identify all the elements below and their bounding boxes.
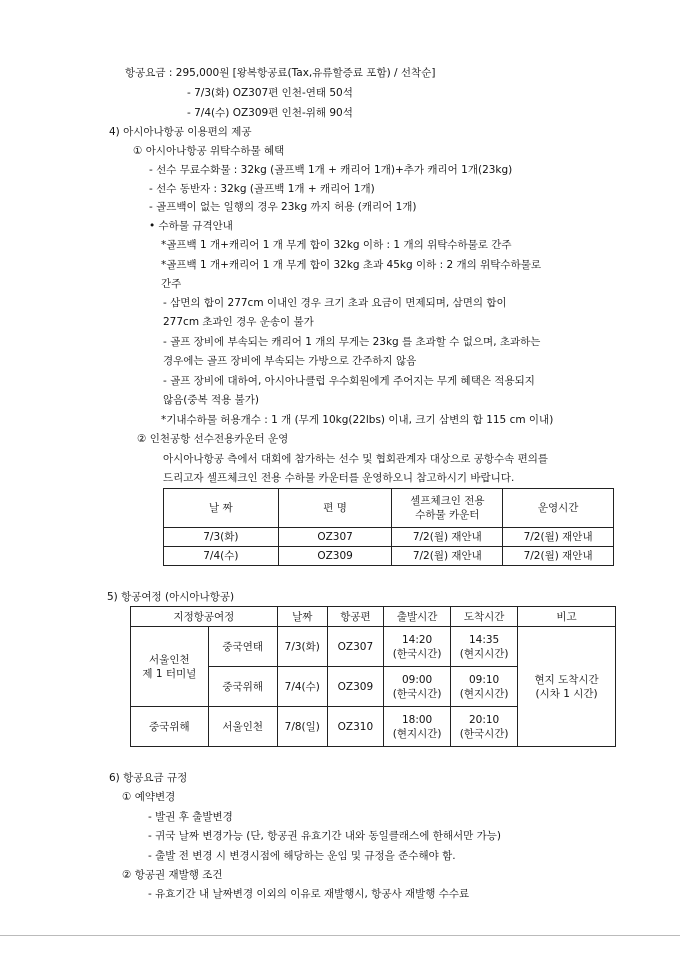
baggage-rule: *골프백 1 개+캐리어 1 개 무게 합이 32kg 초과 45kg 이하 : 2 개의 위탁수하물로: [161, 259, 541, 271]
cell-date: 7/4(수): [277, 667, 327, 707]
header-flight: 편 명: [278, 489, 392, 528]
page-divider: [0, 935, 680, 936]
cell-departure: 09:00 (한국시간): [384, 667, 451, 707]
header-counter: 셀프체크인 전용 수하물 카운터: [392, 489, 503, 528]
cell-flight: OZ310: [327, 707, 383, 747]
header-date: 날 짜: [164, 489, 279, 528]
cell-departure: 14:20 (한국시간): [384, 627, 451, 667]
section-5-heading: 5) 항공여정 (아시아나항공): [107, 591, 235, 603]
baggage-rule: 277cm 초과인 경우 운송이 불가: [163, 316, 314, 328]
cell-flight: OZ309: [327, 667, 383, 707]
header-date: 날짜: [277, 607, 327, 627]
baggage-rule: *기내수하물 허용개수 : 1 개 (무게 10kg(22lbs) 이내, 크기 삼변의 합 115 cm 이내): [161, 414, 554, 426]
header-flight: 항공편: [327, 607, 383, 627]
cell-destination: 중국연태: [208, 627, 277, 667]
counter-paragraph: 아시아나항공 측에서 대회에 참가하는 선수 및 협회관계자 대상으로 공항수속 편의를: [163, 453, 549, 465]
reissue-subheading: ② 항공권 재발행 조건: [122, 869, 223, 881]
cell-arrival: 09:10 (현지시간): [451, 667, 518, 707]
cell-flight: OZ307: [278, 528, 392, 547]
fare-flight-2: - 7/4(수) OZ309편 인천-위해 90석: [187, 107, 353, 119]
cell-date: 7/8(일): [277, 707, 327, 747]
rule-item: - 발권 후 출발변경: [148, 811, 233, 823]
counter-paragraph: 드리고자 셀프체크인 전용 수하물 카운터를 운영하오니 참고하시기 바랍니다.: [163, 472, 515, 484]
header-departure: 출발시간: [384, 607, 451, 627]
cell-date: 7/3(화): [277, 627, 327, 667]
header-hours: 운영시간: [503, 489, 614, 528]
table-header-row: [131, 607, 616, 627]
header-itinerary: 지정항공여정: [131, 607, 278, 627]
baggage-item: - 선수 무료수화물 : 32kg (골프백 1개 + 캐리어 1개)+추가 캐리어 1개(23kg): [149, 164, 513, 176]
baggage-benefit-subheading: ① 아시아나항공 위탁수하물 혜택: [133, 145, 285, 157]
table-row: [164, 547, 614, 566]
baggage-spec-bullet: • 수하물 규격안내: [149, 220, 233, 232]
rule-item: - 출발 전 변경 시 변경시점에 해당하는 운임 및 규정을 준수해야 함.: [148, 850, 456, 862]
cell-date: 7/4(수): [164, 547, 279, 566]
rule-item: - 유효기간 내 날짜변경 이외의 이유로 재발행시, 항공사 재발행 수수료: [148, 888, 470, 900]
section-4-heading: 4) 아시아나항공 이용편의 제공: [109, 126, 252, 138]
itinerary-table: [130, 606, 616, 747]
cell-counter: 7/2(월) 재안내: [392, 528, 503, 547]
table-row: [164, 528, 614, 547]
cell-remarks: 현지 도착시간 (시차 1 시간): [518, 627, 616, 747]
cell-arrival: 20:10 (한국시간): [451, 707, 518, 747]
cell-counter: 7/2(월) 재안내: [392, 547, 503, 566]
baggage-rule: 간주: [161, 278, 182, 290]
cell-arrival: 14:35 (현지시간): [451, 627, 518, 667]
baggage-rule: *골프백 1 개+캐리어 1 개 무게 합이 32kg 이하 : 1 개의 위탁수하물로 간주: [161, 239, 512, 251]
reservation-change-subheading: ① 예약변경: [122, 791, 176, 803]
table-row: [131, 627, 616, 667]
cell-flight: OZ309: [278, 547, 392, 566]
baggage-rule: 않음(중복 적용 불가): [163, 394, 260, 406]
rule-item: - 귀국 날짜 변경가능 (단, 항공권 유효기간 내와 동일클래스에 한해서만 가능): [148, 830, 501, 842]
cell-origin: 서울인천 제 1 터미널: [131, 627, 209, 707]
section-6-heading: 6) 항공요금 규정: [109, 772, 188, 784]
cell-hours: 7/2(월) 재안내: [503, 528, 614, 547]
baggage-rule: - 삼면의 합이 277cm 이내인 경우 크기 초과 요금이 면제되며, 삼면의 합이: [163, 297, 507, 309]
fare-line: 항공요금 : 295,000원 [왕복항공료(Tax,유류할증료 포함) / 선착순]: [125, 67, 436, 79]
baggage-rule: - 골프 장비에 대하여, 아시아나클럽 우수회원에게 주어지는 무게 혜택은 적용되지: [163, 375, 535, 387]
cell-flight: OZ307: [327, 627, 383, 667]
fare-flight-1: - 7/3(화) OZ307편 인천-연태 50석: [187, 87, 353, 99]
cell-destination: 중국위해: [208, 667, 277, 707]
cell-hours: 7/2(월) 재안내: [503, 547, 614, 566]
header-remarks: 비고: [518, 607, 616, 627]
baggage-rule: 경우에는 골프 장비에 부속되는 가방으로 간주하지 않음: [163, 355, 417, 367]
cell-destination: 서울인천: [208, 707, 277, 747]
counter-table: [163, 488, 614, 566]
cell-origin: 중국위해: [131, 707, 209, 747]
table-header-row: [164, 489, 614, 528]
cell-departure: 18:00 (현지시간): [384, 707, 451, 747]
counter-subheading: ② 인천공항 선수전용카운터 운영: [137, 433, 289, 445]
baggage-item: - 골프백이 없는 일행의 경우 23kg 까지 허용 (캐리어 1개): [149, 201, 417, 213]
cell-date: 7/3(화): [164, 528, 279, 547]
header-arrival: 도착시간: [451, 607, 518, 627]
baggage-rule: - 골프 장비에 부속되는 캐리어 1 개의 무게는 23kg 를 초과할 수 없으며, 초과하는: [163, 336, 541, 348]
baggage-item: - 선수 동반자 : 32kg (골프백 1개 + 캐리어 1개): [149, 183, 375, 195]
